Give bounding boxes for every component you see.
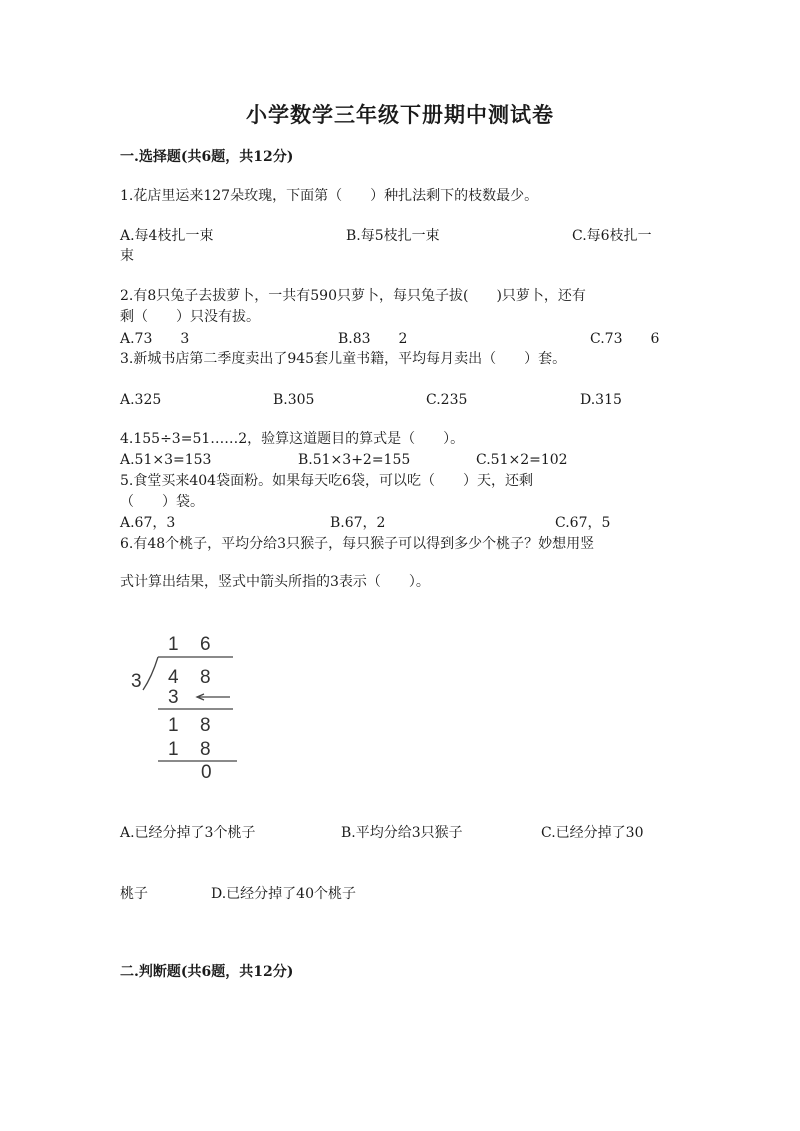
step2-tens: 1	[168, 715, 179, 736]
question-5-option-a: A.67，3	[120, 515, 176, 531]
dividend-digit-tens: 4	[168, 667, 179, 688]
question-4-option-a: A.51×3=153	[120, 452, 212, 468]
step3-tens: 1	[168, 739, 179, 760]
question-6-option-d: D.已经分掉了40个桃子	[211, 886, 356, 902]
question-5-stem-line-2: （ ）袋。	[120, 494, 204, 510]
question-4-option-b: B.51×3+2=155	[298, 452, 411, 468]
question-1-option-c-continued: 束	[120, 248, 134, 264]
question-2-stem-line-2: 剩（ ）只没有拔。	[120, 309, 260, 325]
question-3-option-b: B.305	[273, 392, 315, 408]
section-heading-choice: 一.选择题(共6题，共12分)	[120, 149, 294, 165]
question-2-option-b: B.83 2	[338, 331, 408, 347]
question-6-option-a: A.已经分掉了3个桃子	[120, 825, 256, 841]
question-6-option-c-continued: 桃子	[120, 886, 148, 902]
remainder: 0	[201, 762, 212, 783]
question-6-stem-line-2: 式计算出结果，竖式中箭头所指的3表示（ ）。	[120, 574, 430, 590]
step3-ones: 8	[200, 739, 211, 760]
step2-ones: 8	[200, 715, 211, 736]
dividend-digit-ones: 8	[200, 667, 211, 688]
question-5-option-b: B.67，2	[330, 515, 386, 531]
question-3-option-c: C.235	[426, 392, 468, 408]
question-5-option-c: C.67，5	[555, 515, 611, 531]
division-bracket	[143, 657, 158, 690]
question-1-option-a: A.每4枝扎一束	[120, 228, 214, 244]
question-1-option-c: C.每6枝扎一	[572, 228, 652, 244]
question-4-option-c: C.51×2=102	[476, 452, 568, 468]
question-6-option-b: B.平均分给3只猴子	[341, 825, 463, 841]
question-1-stem: 1.花店里运来127朵玫瑰，下面第（ ）种扎法剩下的枝数最少。	[120, 188, 539, 204]
question-3-stem: 3.新城书店第二季度卖出了945套儿童书籍，平均每月卖出（ ）套。	[120, 351, 567, 367]
section-heading-judgment: 二.判断题(共6题，共12分)	[120, 964, 294, 980]
question-5-stem-line-1: 5.食堂买来404袋面粉。如果每天吃6袋，可以吃（ ）天，还剩	[120, 473, 533, 489]
question-3-option-a: A.325	[120, 392, 162, 408]
question-2-stem-line-1: 2.有8只兔子去拔萝卜，一共有590只萝卜，每只兔子拔( )只萝卜，还有	[120, 288, 586, 304]
question-4-stem: 4.155÷3=51……2，验算这道题目的算式是（ ）。	[120, 431, 465, 447]
question-2-option-a: A.73 3	[120, 331, 190, 347]
question-2-option-c: C.73 6	[590, 331, 660, 347]
step1-product: 3	[168, 687, 179, 708]
quotient-digit-tens: 1	[168, 634, 179, 655]
quotient-digit-ones: 6	[200, 634, 211, 655]
question-6-option-c: C.已经分掉了30	[541, 825, 644, 841]
page-title: 小学数学三年级下册期中测试卷	[246, 102, 554, 127]
question-3-option-d: D.315	[580, 392, 622, 408]
question-1-option-b: B.每5枝扎一束	[346, 228, 440, 244]
question-6-stem-line-1: 6.有48个桃子，平均分给3只猴子，每只猴子可以得到多少个桃子？妙想用竖	[120, 536, 595, 552]
divisor: 3	[131, 671, 142, 692]
